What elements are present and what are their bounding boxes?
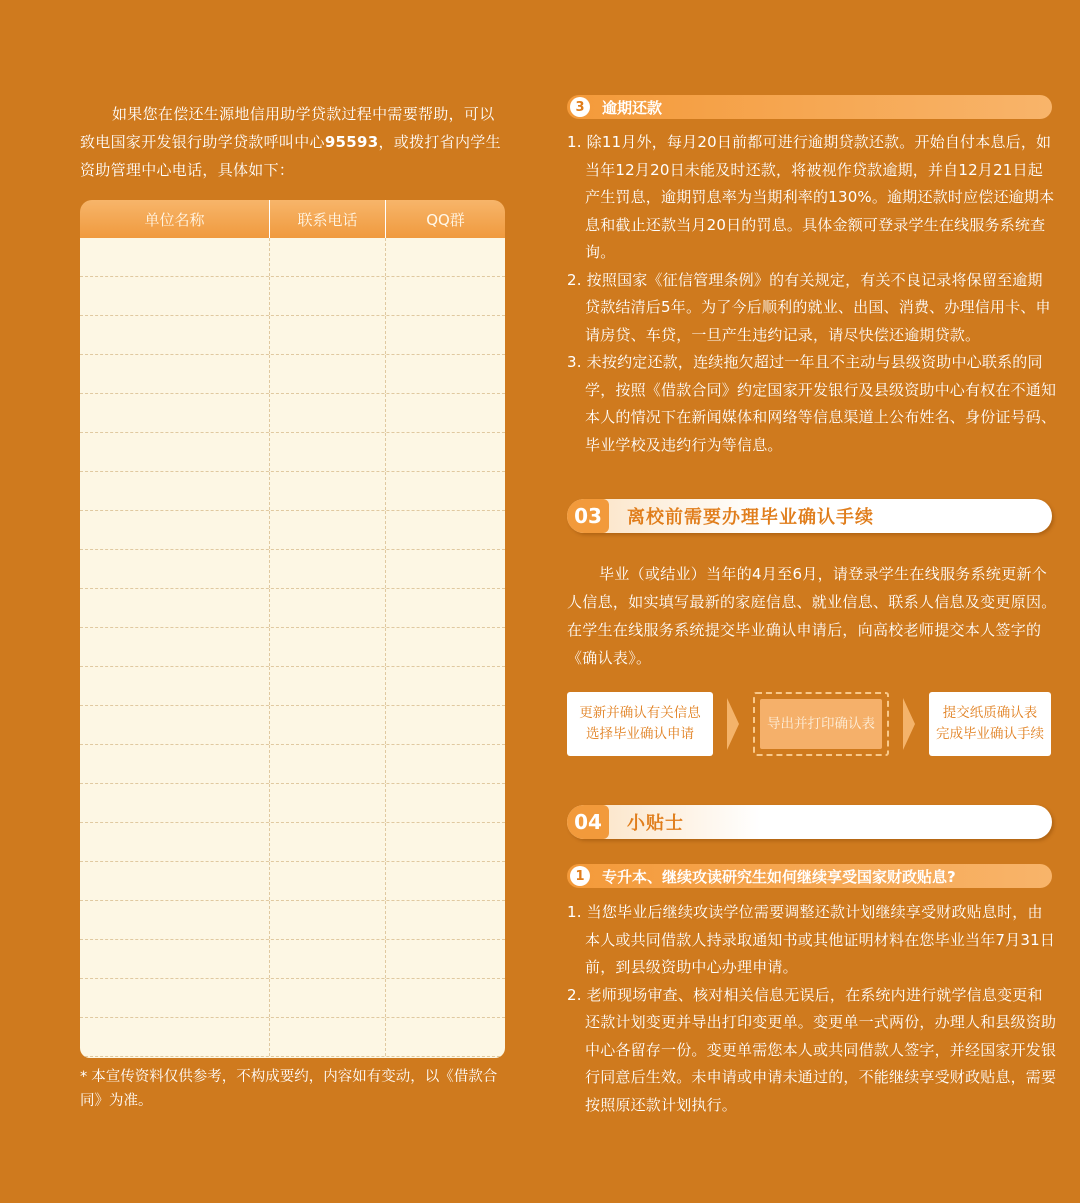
section-03-heading	[567, 499, 1052, 533]
table-cell	[80, 628, 270, 666]
list-item: 2. 老师现场审查、核对相关信息无误后，在系统内进行就学信息变更和还款计划变更并导出打印变更单。变更单一式两份，办理人和县级资助中心各留存一份。变更单需您本人或共同借款人签字，并经国家开发银行同意后生效。未申请或申请未通过的，不能继续享受财政贴息，需要按照原还款计划执行。	[567, 985, 1057, 1114]
table-row	[80, 472, 505, 511]
table-cell	[80, 433, 270, 471]
table-cell	[386, 511, 505, 549]
subheading-number: 3	[570, 97, 590, 117]
table-cell	[270, 745, 386, 783]
table-cell	[386, 667, 505, 705]
flow-step-1-line-2: 选择毕业确认申请	[586, 726, 694, 742]
flow-arrow-icon	[727, 698, 739, 750]
table-cell	[386, 589, 505, 627]
table-cell	[386, 1018, 505, 1056]
intro-paragraph	[80, 100, 505, 184]
list-item: 3. 未按约定还款，连续拖欠超过一年且不主动与县级资助中心联系的同学，按照《借款合同》约定国家开发银行及县级资助中心有权在不通知本人的情况下在新闻媒体和网络等信息渠道上公布姓名、身份证号码、毕业学校及违约行为等信息。	[567, 353, 1057, 454]
table-cell	[386, 550, 505, 588]
table-cell	[386, 706, 505, 744]
table-cell	[386, 628, 505, 666]
section-number: 03	[567, 499, 609, 533]
table-cell	[270, 862, 386, 900]
note-text: 本宣传资料仅供参考，不构成要约，内容如有变动，以《借款合同》为准。	[80, 1069, 498, 1109]
section-04-heading	[567, 805, 1052, 839]
table-row	[80, 706, 505, 745]
section-title: 小贴士	[627, 813, 684, 834]
column-header-phone: 联系电话	[270, 200, 386, 238]
table-cell	[80, 355, 270, 393]
note-asterisk: *	[80, 1069, 88, 1085]
table-row	[80, 979, 505, 1018]
overdue-subheading	[567, 95, 1052, 119]
table-row	[80, 667, 505, 706]
table-cell	[80, 784, 270, 822]
table-cell	[270, 277, 386, 315]
table-cell	[386, 784, 505, 822]
left-column	[80, 100, 505, 1109]
subheading-title: 专升本、继续攻读研究生如何继续享受国家财政贴息?	[602, 867, 956, 886]
flow-step-2-label: 导出并打印确认表	[760, 699, 882, 749]
table-cell	[386, 355, 505, 393]
table-cell	[386, 394, 505, 432]
table-cell	[270, 784, 386, 822]
table-cell	[386, 433, 505, 471]
table-cell	[80, 589, 270, 627]
table-cell	[270, 667, 386, 705]
table-row	[80, 433, 505, 472]
table-cell	[80, 745, 270, 783]
tips-subheading	[567, 864, 1052, 888]
table-row	[80, 511, 505, 550]
table-cell	[270, 355, 386, 393]
contact-table-header	[80, 200, 505, 238]
table-cell	[270, 511, 386, 549]
table-cell	[80, 1018, 270, 1056]
table-cell	[386, 316, 505, 354]
table-cell	[80, 472, 270, 510]
subheading-number: 1	[570, 866, 590, 886]
table-cell	[80, 823, 270, 861]
list-item: 1. 当您毕业后继续攻读学位需要调整还款计划继续享受财政贴息时，由本人或共同借款人持录取通知书或其他证明材料在您毕业当年7月31日前，到县级资助中心办理申请。	[567, 903, 1056, 976]
table-row	[80, 589, 505, 628]
table-cell	[270, 316, 386, 354]
table-cell	[270, 706, 386, 744]
table-row	[80, 784, 505, 823]
table-cell	[270, 433, 386, 471]
table-cell	[80, 511, 270, 549]
subheading-title: 逾期还款	[602, 98, 663, 117]
table-cell	[80, 394, 270, 432]
table-row	[80, 901, 505, 940]
table-cell	[80, 862, 270, 900]
table-cell	[80, 901, 270, 939]
table-cell	[270, 901, 386, 939]
table-cell	[80, 550, 270, 588]
hotline-number: 95593	[324, 133, 379, 151]
table-row	[80, 550, 505, 589]
table-cell	[386, 862, 505, 900]
table-cell	[80, 667, 270, 705]
table-cell	[386, 238, 505, 276]
confirmation-flow	[567, 692, 1057, 758]
table-cell	[80, 979, 270, 1017]
table-cell	[270, 1018, 386, 1056]
column-header-qq: QQ群	[426, 210, 465, 229]
disclaimer-note	[80, 1065, 500, 1113]
table-row	[80, 277, 505, 316]
flow-step-3	[929, 692, 1051, 756]
section-03-paragraph: 毕业（或结业）当年的4月至6月，请登录学生在线服务系统更新个人信息，如实填写最新的家庭信息、就业信息、联系人信息及变更原因。在学生在线服务系统提交毕业确认申请后，向高校老师提交本人签字的《确认表》。	[567, 565, 1057, 667]
table-cell	[270, 472, 386, 510]
flow-step-3-line-2: 完成毕业确认手续	[936, 726, 1044, 742]
table-cell	[270, 628, 386, 666]
section-title: 离校前需要办理毕业确认手续	[627, 507, 874, 528]
table-cell	[386, 745, 505, 783]
table-cell	[270, 979, 386, 1017]
list-item: 1. 除11月外，每月20日前都可进行逾期贷款还款。开始自付本息后，如当年12月20日未能及时还款，将被视作贷款逾期，并自12月21日起产生罚息，逾期罚息率为当期利率的130%。逾期还款时应偿还逾期本息和截止还款当月20日的罚息。具体金额可登录学生在线服务系统查询。	[567, 133, 1055, 261]
table-row	[80, 823, 505, 862]
table-cell	[386, 277, 505, 315]
flow-step-1	[567, 692, 713, 756]
table-cell	[270, 238, 386, 276]
table-row	[80, 940, 505, 979]
table-cell	[80, 238, 270, 276]
table-row	[80, 394, 505, 433]
table-row	[80, 745, 505, 784]
section-number: 04	[567, 805, 609, 839]
list-item: 2. 按照国家《征信管理条例》的有关规定，有关不良记录将保留至逾期贷款结清后5年。为了今后顺利的就业、出国、消费、办理信用卡、申请房贷、车贷，一旦产生违约记录，请尽快偿还逾期贷款。	[567, 270, 1051, 344]
table-cell	[270, 550, 386, 588]
flow-step-1-line-1: 更新并确认有关信息	[579, 705, 701, 721]
table-cell	[80, 316, 270, 354]
table-row	[80, 238, 505, 277]
table-cell	[386, 823, 505, 861]
table-cell	[80, 706, 270, 744]
table-row	[80, 355, 505, 394]
table-row	[80, 316, 505, 355]
table-row	[80, 862, 505, 901]
table-row	[80, 1018, 505, 1057]
table-cell	[80, 277, 270, 315]
table-cell	[270, 823, 386, 861]
flow-step-2	[753, 692, 889, 756]
table-cell	[80, 940, 270, 978]
overdue-list	[567, 129, 1057, 459]
table-cell	[386, 940, 505, 978]
table-cell	[270, 589, 386, 627]
column-header-unit: 单位名称	[80, 200, 270, 238]
table-cell	[270, 940, 386, 978]
table-cell	[386, 472, 505, 510]
table-cell	[270, 394, 386, 432]
flow-step-3-line-1: 提交纸质确认表	[942, 705, 1038, 721]
table-cell	[386, 979, 505, 1017]
tips-list	[567, 899, 1057, 1119]
table-row	[80, 628, 505, 667]
flow-arrow-icon	[903, 698, 915, 750]
intro-text-1: 如果您在偿还生源地信用助学贷款过程中需要帮助，可以致电国家开发银行助学贷款呼叫中心	[80, 105, 495, 151]
table-cell	[386, 901, 505, 939]
intro-text-2: ，或拨打省内学生资助管理中心电话，具体如下：	[80, 133, 501, 179]
contact-table-body	[80, 238, 505, 1058]
